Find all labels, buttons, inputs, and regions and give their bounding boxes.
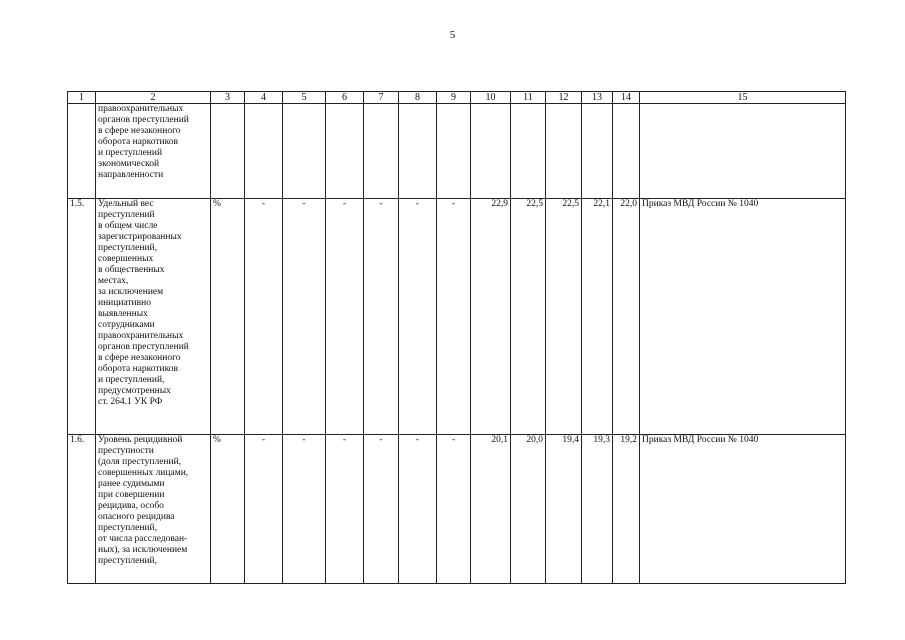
- description-line: преступлений,: [98, 523, 157, 533]
- value-cell: 19,2: [613, 435, 640, 584]
- value-cell: 22,9: [471, 199, 511, 435]
- description-line: органов преступлений: [98, 115, 189, 125]
- description-line: преступлений: [98, 210, 155, 220]
- column-header: 4: [245, 92, 283, 104]
- description-line: органов преступлений: [98, 342, 189, 352]
- description-line: и преступлений: [98, 148, 163, 158]
- column-header: 14: [613, 92, 640, 104]
- dash-cell: -: [283, 435, 326, 584]
- value-cell: 19,4: [546, 435, 582, 584]
- column-header: 2: [96, 92, 211, 104]
- description-line: инициативно: [98, 298, 151, 308]
- value-cell: 20,1: [471, 435, 511, 584]
- description-line: сотрудниками: [98, 320, 155, 330]
- dash-cell: -: [364, 435, 399, 584]
- dash-cell: -: [437, 199, 471, 435]
- value-cell: 22,5: [511, 199, 546, 435]
- description-line: предусмотренных: [98, 386, 171, 396]
- description-line: ных), за исключением: [98, 545, 188, 555]
- row-number: [68, 104, 96, 199]
- dash-cell: -: [326, 435, 364, 584]
- indicators-table: [67, 91, 846, 584]
- value-cell: 22,5: [546, 199, 582, 435]
- description-line: правоохранительных: [98, 331, 184, 341]
- dash-cell: [245, 104, 283, 199]
- description-line: преступлений,: [98, 243, 157, 253]
- dash-cell: [399, 104, 437, 199]
- description-line: совершенных: [98, 254, 154, 264]
- column-header: 9: [437, 92, 471, 104]
- description-line: рецидива, особо: [98, 501, 164, 511]
- dash-cell: -: [283, 199, 326, 435]
- description-line: экономической: [98, 159, 160, 169]
- description-line: выявленных: [98, 309, 148, 319]
- dash-cell: -: [326, 199, 364, 435]
- dash-cell: -: [437, 435, 471, 584]
- description-line: (доля преступлений,: [98, 457, 182, 467]
- description-line: местах,: [98, 276, 129, 286]
- value-cell: 22,0: [613, 199, 640, 435]
- dash-cell: -: [245, 199, 283, 435]
- column-header: 3: [211, 92, 245, 104]
- column-header: 6: [326, 92, 364, 104]
- description-line: Уровень рецидивной: [98, 435, 183, 445]
- dash-cell: [283, 104, 326, 199]
- column-header: 10: [471, 92, 511, 104]
- unit-cell: %: [211, 435, 245, 584]
- column-header: 13: [582, 92, 613, 104]
- column-header: 1: [68, 92, 96, 104]
- table-row: [68, 104, 846, 199]
- description-line: в сфере незаконного: [98, 353, 181, 363]
- description-line: преступности: [98, 446, 154, 456]
- row-number: 1.6.: [68, 435, 96, 584]
- dash-cell: -: [399, 435, 437, 584]
- description-line: направленности: [98, 170, 164, 180]
- dash-cell: [364, 104, 399, 199]
- column-header: 8: [399, 92, 437, 104]
- description-line: от числа расследован-: [98, 534, 188, 544]
- header-row: [68, 92, 846, 104]
- value-cell: [511, 104, 546, 199]
- indicator-description: [96, 104, 211, 199]
- source-document: Приказ МВД России № 1040: [640, 199, 846, 435]
- table-row: [68, 199, 846, 435]
- indicator-description: [96, 435, 211, 584]
- description-line: преступлений,: [98, 556, 157, 566]
- dash-cell: [437, 104, 471, 199]
- description-line: ранее судимыми: [98, 479, 165, 489]
- source-document: Приказ МВД России № 1040: [640, 435, 846, 584]
- description-line: зарегистрированных: [98, 232, 182, 242]
- description-line: при совершении: [98, 490, 165, 500]
- dash-cell: -: [399, 199, 437, 435]
- value-cell: [546, 104, 582, 199]
- row-number: 1.5.: [68, 199, 96, 435]
- description-line: совершенных лицами,: [98, 468, 189, 478]
- unit-cell: %: [211, 199, 245, 435]
- source-document: [640, 104, 846, 199]
- description-line: правоохранительных: [98, 104, 184, 114]
- value-cell: 19,3: [582, 435, 613, 584]
- description-line: опасного рецидива: [98, 512, 175, 522]
- value-cell: 22,1: [582, 199, 613, 435]
- value-cell: 20,0: [511, 435, 546, 584]
- page-number: 5: [449, 29, 456, 41]
- dash-cell: [326, 104, 364, 199]
- description-line: и преступлений,: [98, 375, 165, 385]
- column-header: 5: [283, 92, 326, 104]
- value-cell: [582, 104, 613, 199]
- column-header: 7: [364, 92, 399, 104]
- column-header: 11: [511, 92, 546, 104]
- description-line: оборота наркотиков: [98, 137, 178, 147]
- unit-cell: [211, 104, 245, 199]
- column-header: 12: [546, 92, 582, 104]
- dash-cell: -: [245, 435, 283, 584]
- column-header: 15: [640, 92, 846, 104]
- value-cell: [471, 104, 511, 199]
- description-line: оборота наркотиков: [98, 364, 178, 374]
- description-line: в общем числе: [98, 221, 158, 231]
- indicator-description: [96, 199, 211, 435]
- description-line: Удельный вес: [98, 199, 154, 209]
- description-line: ст. 264.1 УК РФ: [98, 397, 163, 407]
- dash-cell: -: [364, 199, 399, 435]
- description-line: в сфере незаконного: [98, 126, 181, 136]
- value-cell: [613, 104, 640, 199]
- description-line: за исключением: [98, 287, 164, 297]
- table-row: [68, 435, 846, 584]
- description-line: в общественных: [98, 265, 165, 275]
